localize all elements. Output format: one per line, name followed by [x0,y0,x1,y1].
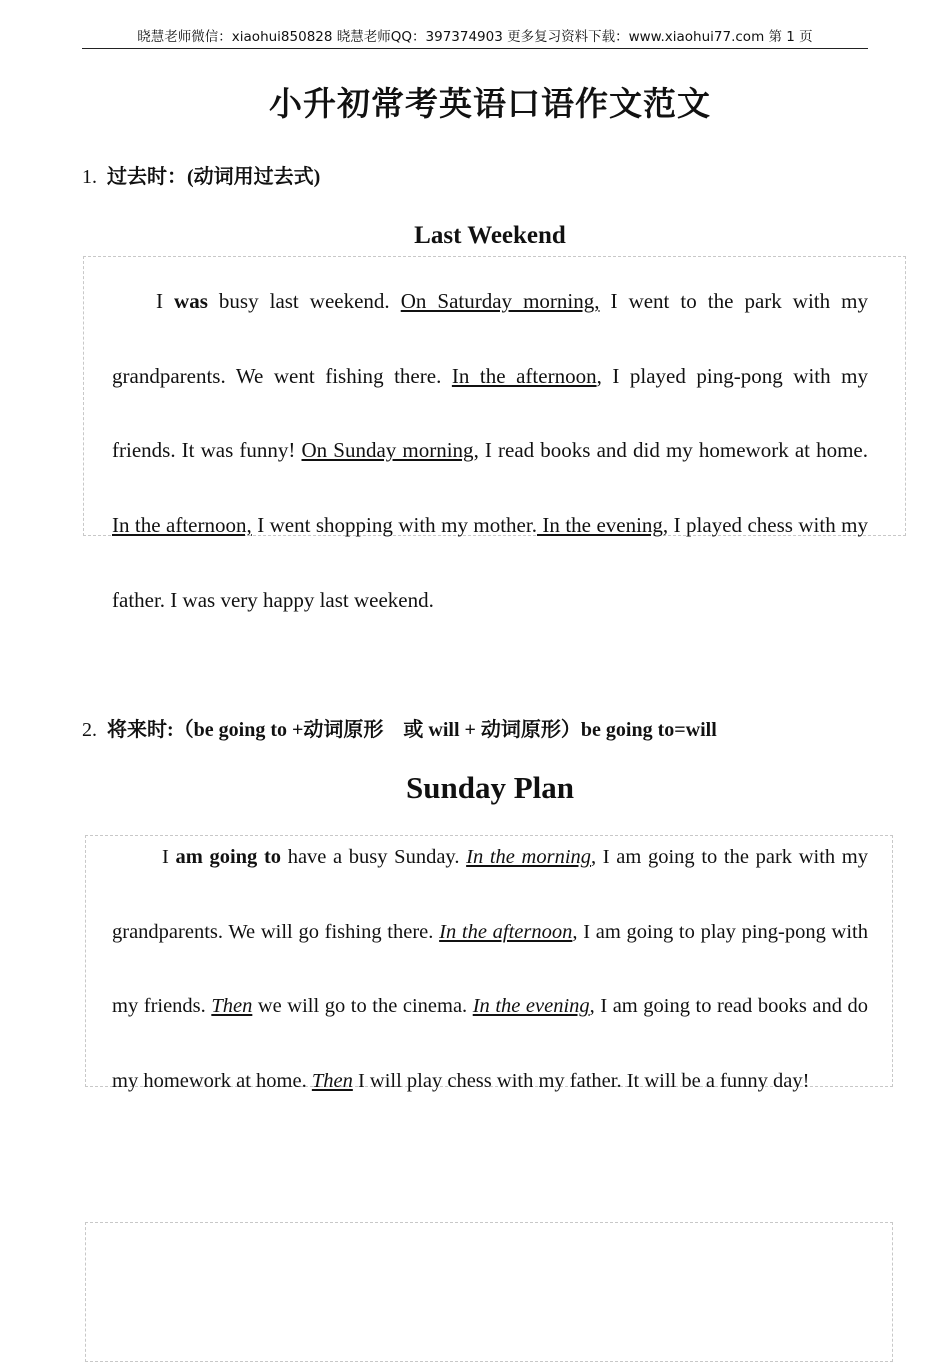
time-phrase: In the afternoon [451,363,597,388]
section-1-heading [82,160,320,189]
time-phrase: On Saturday morning, [400,289,600,313]
verb-highlight: am going to [175,846,282,868]
section-2-number: 2. [82,719,97,741]
time-phrase: In the afternoon, [112,513,252,538]
empty-frame [85,1222,893,1362]
time-phrase: On Sunday morning [301,438,474,463]
sequence-word: Then [211,995,253,1018]
time-phrase: In the morning [466,846,592,868]
time-phrase: In the evening [536,513,663,538]
essay-2-title: Sunday Plan [405,770,574,805]
essay-1-body: I was busy last weekend. On Saturday morning, I went to the park with my grandparents. We went fishing there. In the afternoon, I played ping-pong with my friends. It was funny! On Sunday morning, I read books and did my homework at home. In the afternoon, I went shopping with my mother. In the evening, I played chess with my father. I was very happy last weekend. [112,289,869,612]
essay-2-body: I am going to have a busy Sunday. In the morning, I am going to the park with my grandparents. We will go fishing there. In the afternoon, I am going to play ping-pong with my friends. Then we will go to the cinema. In the evening, I am going to read books and do my homework at home. Then I will play chess with my father. It will be a funny day! [112,846,868,1093]
time-phrase: In the afternoon [439,920,573,943]
section-1-label: 过去时：(动词用过去式) [107,166,321,188]
verb-highlight: was [174,289,208,313]
essay-1-title: Last Weekend [414,222,566,249]
section-2-heading [82,713,717,742]
time-phrase: In the evening [472,995,590,1018]
section-2-label: 将来时:（be going to +动词原形 或 will + 动词原形）be going to=will [107,719,717,741]
sequence-word: Then [311,1070,353,1093]
page-header: 晓慧老师微信：xiaohui850828 晓慧老师QQ：397374903 更多复习资料下载：www.xiaohui77.com 第 1 页 [82,26,868,49]
section-1-number: 1. [82,166,97,188]
page-title: 小升初常考英语口语作文范文 [269,87,711,123]
